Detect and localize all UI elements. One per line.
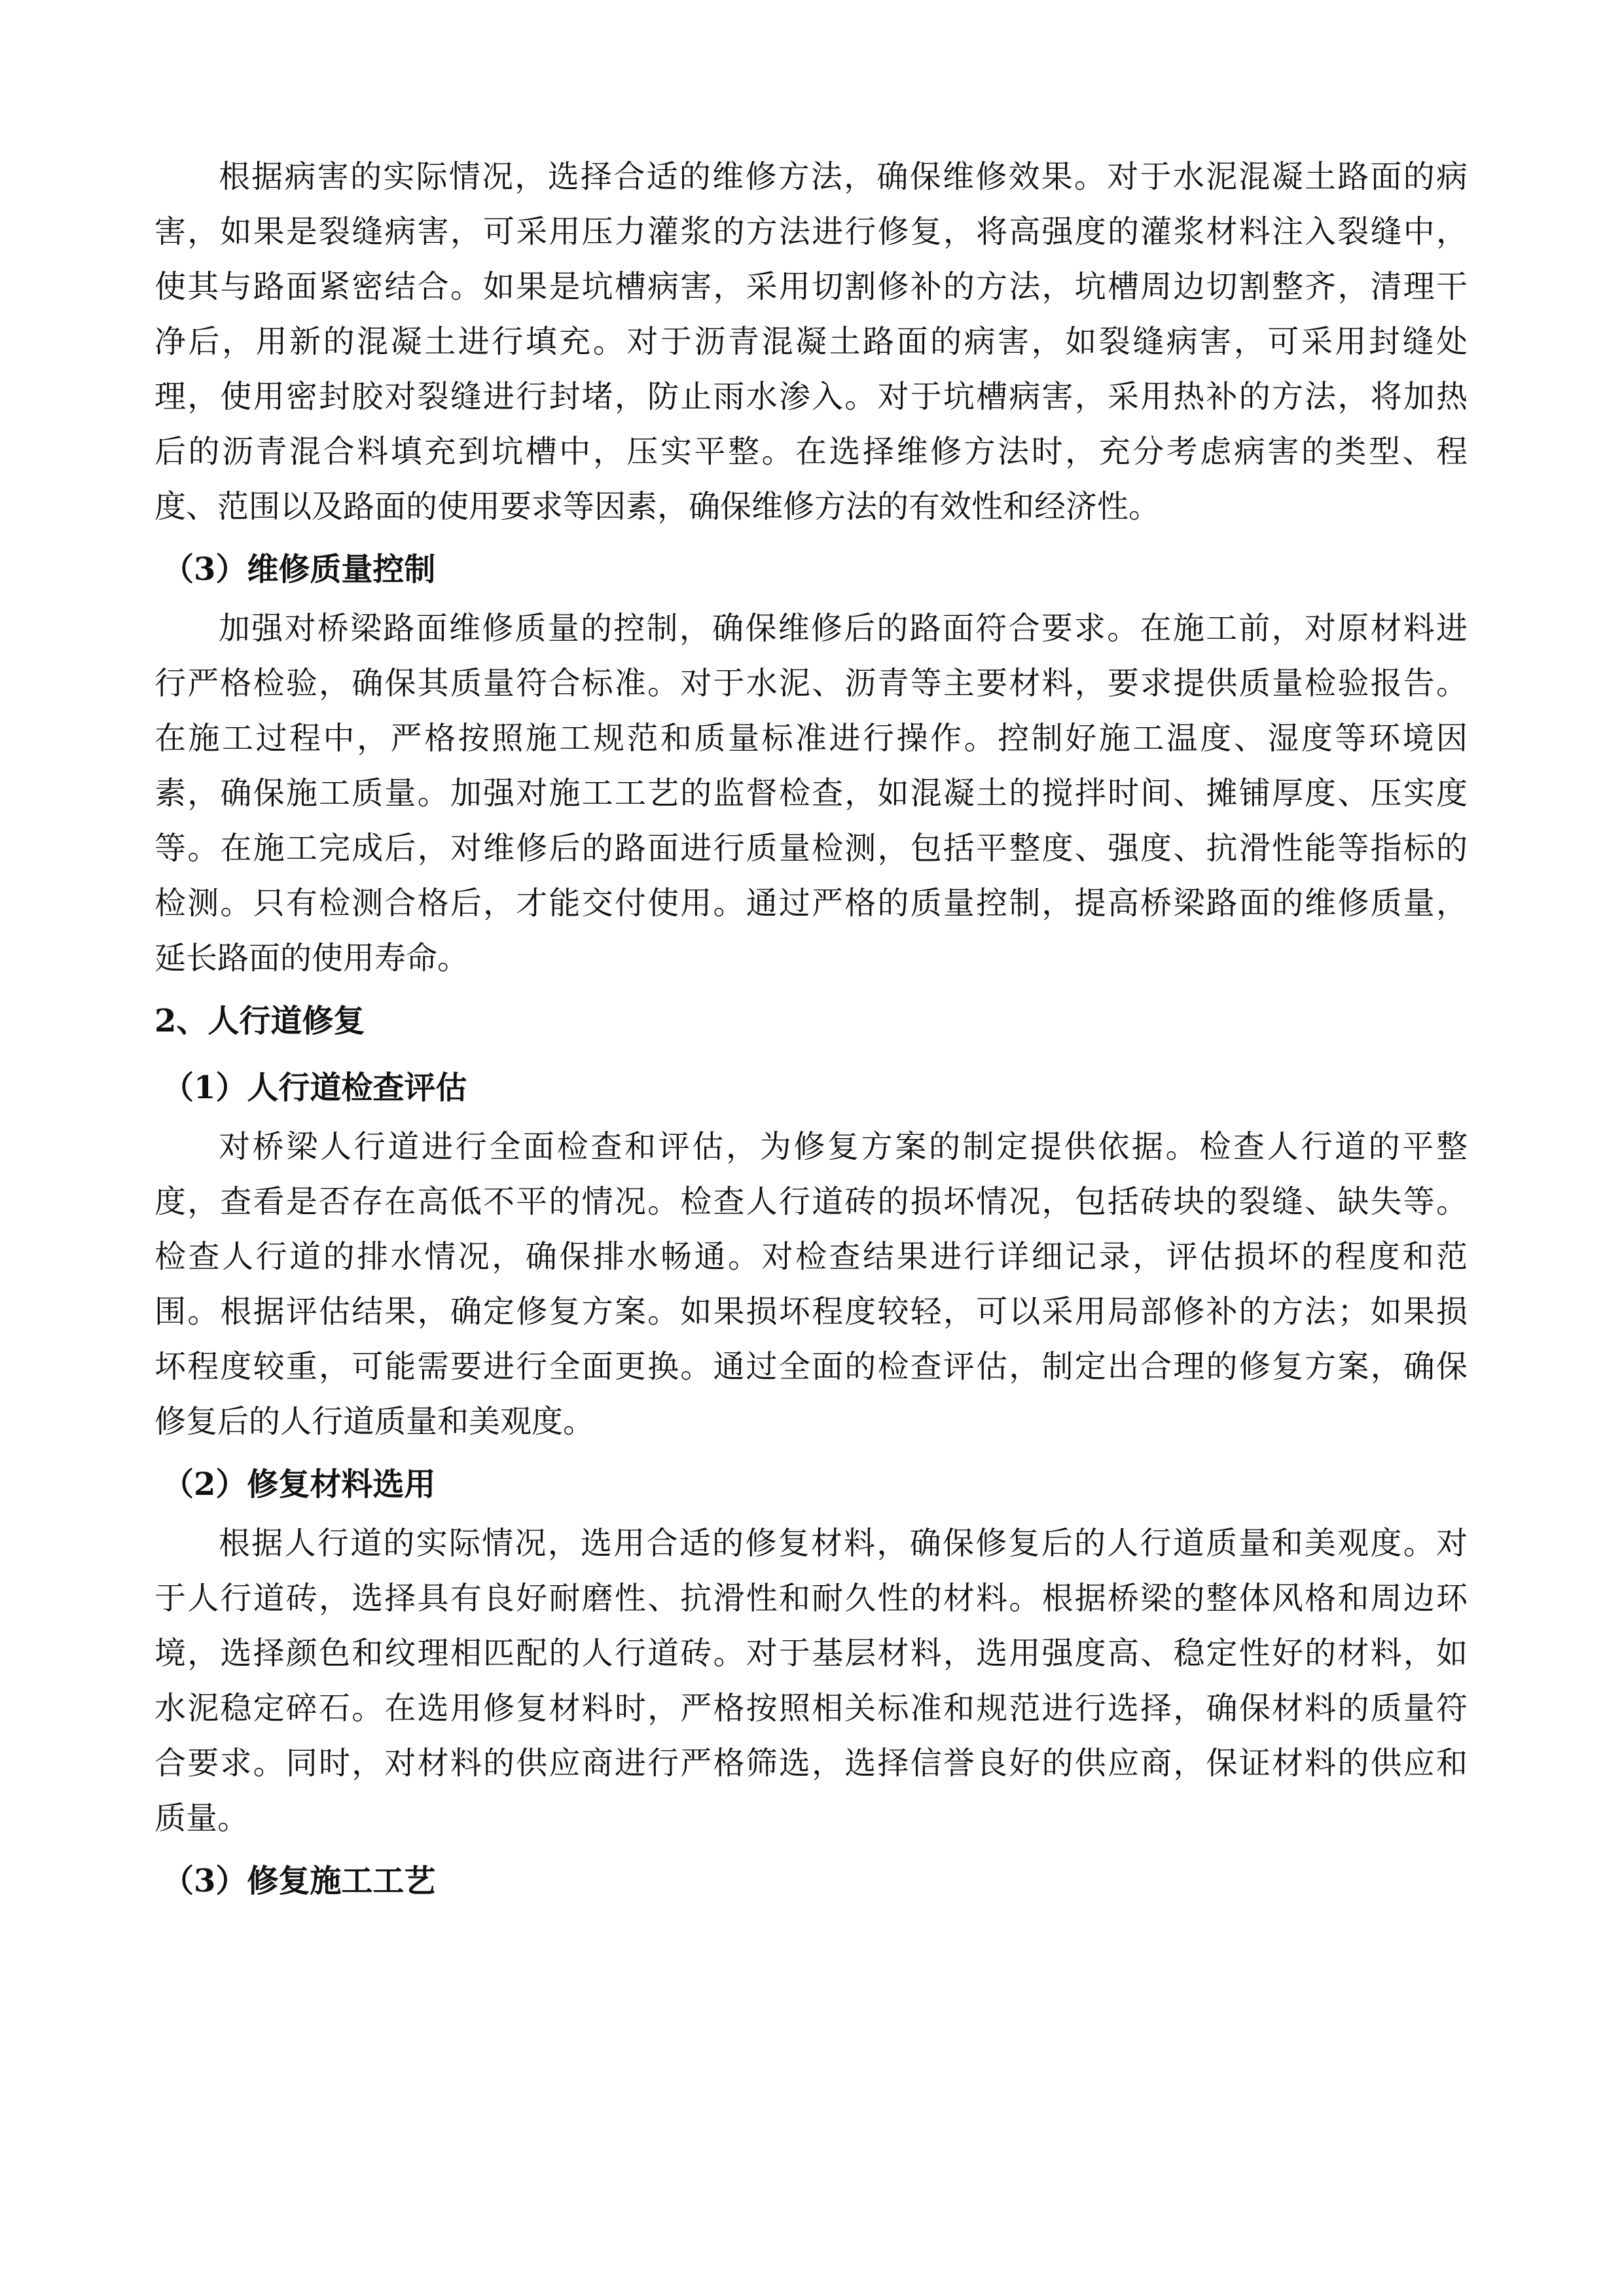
paragraph-line: 根据病害的实际情况，选择合适的维修方法，确保维修效果。对于水泥混凝土路面的病 [219, 158, 1468, 195]
subsection-heading: （3）修复施工工艺 [162, 1863, 436, 1899]
paragraph-line: 在施工过程中，严格按照施工规范和质量标准进行操作。控制好施工温度、湿度等环境因 [154, 720, 1468, 757]
paragraph-line: 检测。只有检测合格后，才能交付使用。通过严格的质量控制，提高桥梁路面的维修质量， [154, 885, 1468, 922]
paragraph-line: 净后，用新的混凝土进行填充。对于沥青混凝土路面的病害，如裂缝病害，可采用封缝处 [154, 323, 1468, 360]
paragraph-line: 合要求。同时，对材料的供应商进行严格筛选，选择信誉良好的供应商，保证材料的供应和 [154, 1745, 1468, 1782]
paragraph-line: 害，如果是裂缝病害，可采用压力灌浆的方法进行修复，将高强度的灌浆材料注入裂缝中， [154, 213, 1468, 250]
paragraph-line: 根据人行道的实际情况，选用合适的修复材料，确保修复后的人行道质量和美观度。对 [219, 1525, 1468, 1562]
paragraph-line: 使其与路面紧密结合。如果是坑槽病害，采用切割修补的方法，坑槽周边切割整齐，清理干 [154, 268, 1468, 305]
paragraph [154, 601, 1468, 986]
paragraph-line: 检查人行道的排水情况，确保排水畅通。对检查结果进行详细记录，评估损坏的程度和范 [154, 1238, 1468, 1275]
subsection-heading: （1）人行道检查评估 [162, 1069, 467, 1106]
paragraph-line: 对桥梁人行道进行全面检查和评估，为修复方案的制定提供依据。检查人行道的平整 [219, 1128, 1468, 1165]
section-heading: 2、人行道修复 [154, 1003, 365, 1039]
paragraph [154, 1119, 1468, 1449]
paragraph-line: 加强对桥梁路面维修质量的控制，确保维修后的路面符合要求。在施工前，对原材料进 [219, 610, 1468, 647]
paragraph-line: 后的沥青混合料填充到坑槽中，压实平整。在选择维修方法时，充分考虑病害的类型、程 [154, 433, 1468, 470]
document-page [154, 149, 1468, 1912]
paragraph [154, 149, 1468, 534]
paragraph [154, 1516, 1468, 1846]
paragraph-line: 于人行道砖，选择具有良好耐磨性、抗滑性和耐久性的材料。根据桥梁的整体风格和周边环 [154, 1580, 1468, 1617]
subsection-heading: （2）修复材料选用 [162, 1466, 436, 1503]
paragraph-line: 坏程度较重，可能需要进行全面更换。通过全面的检查评估，制定出合理的修复方案，确保 [154, 1348, 1468, 1385]
paragraph-line: 水泥稳定碎石。在选用修复材料时，严格按照相关标准和规范进行选择，确保材料的质量符 [154, 1690, 1468, 1727]
paragraph-line: 境，选择颜色和纹理相匹配的人行道砖。对于基层材料，选用强度高、稳定性好的材料，如 [154, 1635, 1468, 1672]
paragraph-line: 度、范围以及路面的使用要求等因素，确保维修方法的有效性和经济性。 [154, 488, 1161, 525]
paragraph-line: 围。根据评估结果，确定修复方案。如果损坏程度较轻，可以采用局部修补的方法；如果损 [154, 1293, 1468, 1330]
paragraph-line: 度，查看是否存在高低不平的情况。检查人行道砖的损坏情况，包括砖块的裂缝、缺失等。 [154, 1183, 1468, 1220]
paragraph-line: 素，确保施工质量。加强对施工工艺的监督检查，如混凝土的搅拌时间、摊铺厚度、压实度 [154, 775, 1468, 812]
paragraph-line: 行严格检验，确保其质量符合标准。对于水泥、沥青等主要材料，要求提供质量检验报告。 [154, 665, 1468, 702]
subsection-heading: （3）维修质量控制 [162, 551, 436, 588]
paragraph-line: 等。在施工完成后，对维修后的路面进行质量检测，包括平整度、强度、抗滑性能等指标的 [154, 830, 1468, 867]
paragraph-line: 修复后的人行道质量和美观度。 [154, 1403, 595, 1440]
paragraph-line: 延长路面的使用寿命。 [154, 940, 469, 977]
paragraph-line: 理，使用密封胶对裂缝进行封堵，防止雨水渗入。对于坑槽病害，采用热补的方法，将加热 [154, 378, 1468, 415]
paragraph-line: 质量。 [154, 1800, 249, 1837]
